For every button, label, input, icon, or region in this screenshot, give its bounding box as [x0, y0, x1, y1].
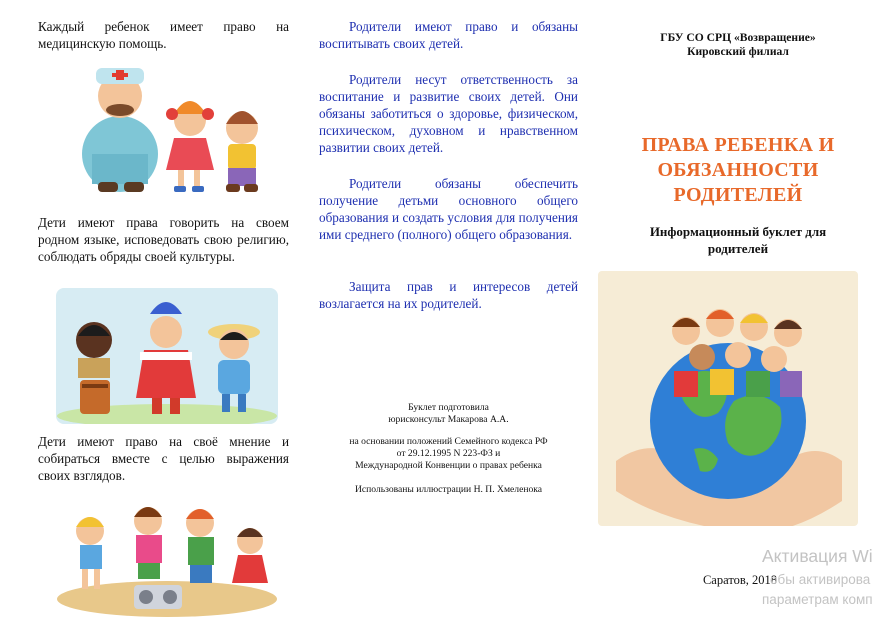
- middle-paragraph-education: Родители обязаны обеспечить получение детьми основного общего образования и создать условия для получения ими среднего (полного) общего образования.: [319, 176, 578, 242]
- organization-branch: Кировский филиал: [687, 45, 789, 58]
- booklet-title-line3: РОДИТЕЛЕЙ: [673, 184, 803, 206]
- activation-watermark-line1: Активация Wi: [762, 546, 873, 566]
- credit-basis-line3: Международной Конвенции о правах ребенка: [355, 460, 542, 471]
- footer-city-year: Саратов, 2018: [702, 573, 778, 587]
- credit-illustrations: Использованы иллюстрации Н. П. Хмеленока: [354, 484, 543, 495]
- credit-basis-line1: на основании положений Семейного кодекса РФ: [349, 436, 548, 447]
- booklet-title-line1: ПРАВА РЕБЕНКА И: [641, 134, 835, 156]
- credit-author: юрисконсульт Макарова А.А.: [388, 414, 509, 425]
- left-paragraph-opinion: Дети имеют право на своё мнение и собираться вместе с целью выражения своих взглядов.: [38, 434, 289, 483]
- booklet-subtitle-line2: родителей: [707, 241, 769, 256]
- left-paragraph-language: Дети имеют права говорить на своем родном языке, исповедовать свою религию, соблюдать обряды своей культуры.: [38, 215, 289, 264]
- middle-paragraph-protection: Защита прав и интересов детей возлагается на их родителей.: [319, 279, 578, 311]
- cultures-children-illustration: [56, 288, 278, 424]
- activation-watermark-line2: обы активирова: [770, 572, 871, 587]
- gathering-children-illustration: [56, 487, 278, 617]
- booklet-subtitle-line1: Информационный буклет для: [649, 224, 827, 239]
- middle-paragraph-right-upbringing: Родители имеют право и обязаны воспитывать своих детей.: [319, 19, 578, 51]
- booklet-title-line2: ОБЯЗАННОСТИ: [657, 159, 819, 181]
- organization-name: ГБУ СО СРЦ «Возвращение»: [660, 31, 816, 44]
- middle-paragraph-responsibility: Родители несут ответственность за воспитание и развитие своих детей. Они обязаны заботиться о здоровье, физическом, психическом, духовном и нравственном развитии своих детей.: [319, 72, 578, 155]
- credit-basis-line2: от 29.12.1995 N 223-ФЗ и: [396, 448, 501, 459]
- left-paragraph-medical: Каждый ребенок имеет право на медицинскую помощь.: [38, 19, 289, 51]
- globe-hands-illustration: [598, 271, 858, 526]
- doctor-children-illustration: [62, 58, 274, 200]
- credit-prepared-by: Буклет подготовила: [408, 402, 489, 413]
- activation-watermark-line3: параметрам комп: [762, 592, 873, 607]
